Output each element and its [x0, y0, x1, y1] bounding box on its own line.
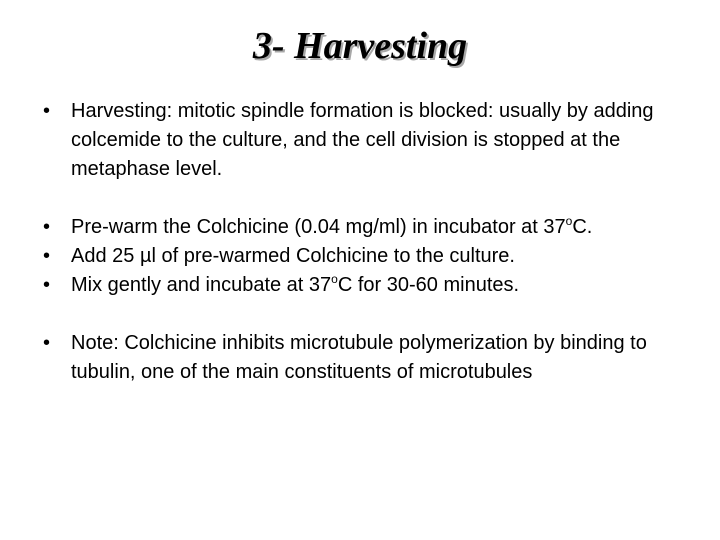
bullet-dot-icon: • [43, 100, 51, 122]
bullet-dot-icon: • [43, 245, 51, 267]
degree-superscript: o [331, 272, 338, 286]
bullet-note [43, 329, 693, 387]
bullet-dot-icon: • [43, 332, 51, 354]
bullet-dot-icon: • [43, 274, 51, 296]
spacer [43, 300, 693, 329]
bullet-text: Add 25 µl of pre-warmed Colchicine to the culture. [71, 245, 515, 267]
bullet-text-part: Mix gently and incubate at 37 [71, 274, 332, 296]
bullet-prewarm [43, 213, 693, 242]
bullet-mix-incubate [43, 271, 693, 300]
bullet-harvesting [43, 97, 693, 184]
bullet-text [71, 216, 592, 238]
bullet-text-part: C for 30-60 minutes. [337, 274, 520, 296]
slide-title: 3- Harvesting [252, 25, 468, 67]
bullet-text-part: Pre-warm the Colchicine (0.04 mg/ml) in incubator at 37 [71, 216, 566, 238]
bullet-text: Harvesting: mitotic spindle formation is blocked: usually by adding colcemide to the culture, and the cell division is stopped at the metaphase level. [71, 100, 654, 180]
bullet-text-part: C. [572, 216, 593, 238]
bullet-list [43, 97, 693, 387]
bullet-text: Note: Colchicine inhibits microtubule polymerization by binding to tubulin, one of the main constituents of microtubules [71, 332, 647, 383]
bullet-add-colchicine [43, 242, 693, 271]
bullet-text [71, 274, 519, 296]
spacer [43, 184, 693, 213]
degree-superscript: o [565, 214, 573, 228]
bullet-dot-icon: • [43, 216, 51, 238]
